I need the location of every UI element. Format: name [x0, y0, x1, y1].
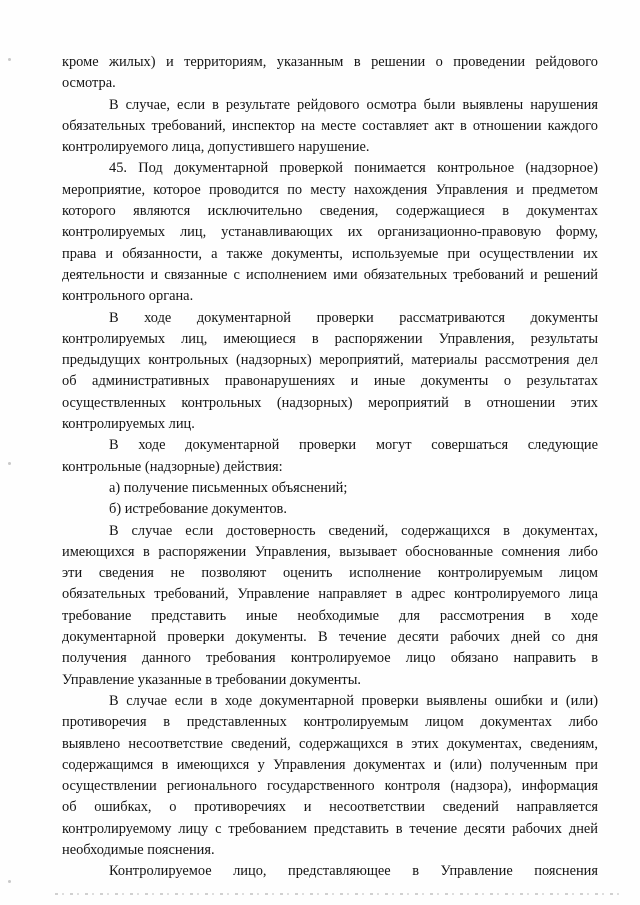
- text-line: осмотра.: [62, 75, 116, 92]
- text-line: об ошибках, о противоречиях и несоответствии сведений направляется: [62, 799, 598, 816]
- text-line: осуществлении регионального государственного контроля (надзора), информация: [62, 778, 598, 795]
- text-line: противоречия в представленных контролируемым лицом документах либо: [62, 714, 598, 731]
- text-line: контролируемых лиц.: [62, 416, 195, 433]
- text-line: контрольного органа.: [62, 288, 194, 305]
- scan-speck: [8, 462, 11, 465]
- paragraph-first-line: б) истребование документов.: [109, 501, 287, 518]
- paragraph-first-line: В ходе документарной проверки рассматриваются документы: [109, 309, 598, 326]
- text-line: Управление указанные в требовании документы.: [62, 671, 361, 688]
- text-line: контролируемому лицу с требованием представить в течение десяти рабочих дней: [62, 820, 598, 837]
- paragraph-first-line: Контролируемое лицо, представляющее в Управление пояснения: [109, 863, 598, 880]
- text-line: которого являются исключительно сведения, содержащиеся в документах: [62, 203, 598, 220]
- scan-speck: [8, 58, 11, 61]
- paragraph-first-line: В ходе документарной проверки могут совершаться следующие: [109, 437, 598, 454]
- paragraph-first-line: В случае если в ходе документарной проверки выявлены ошибки и (или): [109, 692, 598, 709]
- text-line: права и обязанности, а также документы, используемые при осуществлении их: [62, 245, 598, 262]
- text-line: необходимые пояснения.: [62, 841, 215, 858]
- text-line: контролируемого лица, допустившего нарушение.: [62, 139, 370, 156]
- text-line: кроме жилых) и территориям, указанным в решении о проведении рейдового: [62, 54, 598, 70]
- text-line: получения данного требования контролируемое лицо обязано направить в: [62, 650, 598, 667]
- paragraph-first-line: В случае если достоверность сведений, содержащихся в документах,: [109, 522, 598, 539]
- scan-speck: [8, 880, 11, 883]
- paragraph-first-line: 45. Под документарной проверкой понимается контрольное (надзорное): [109, 160, 598, 177]
- text-line: имеющихся в распоряжении Управления, вызывает обоснованные сомнения либо: [62, 543, 598, 560]
- text-line: об административных правонарушениях и иные документы о результатах: [62, 373, 598, 390]
- text-line: содержащимся в имеющихся у Управления документах и (или) полученным при: [62, 756, 598, 773]
- text-line: деятельности и связанные с исполнением ими обязательных требований и решений: [62, 266, 598, 283]
- text-line: требование представить иные необходимые для рассмотрения в ходе: [62, 607, 598, 624]
- text-line: мероприятие, которое проводится по месту нахождения Управления и предметом: [62, 181, 598, 198]
- scan-edge-noise: [55, 893, 620, 895]
- text-line: обязательных требований, инспектор на месте составляет акт в отношении каждого: [62, 117, 598, 134]
- text-line: обязательных требований, Управление направляет в адрес контролируемого лица: [62, 586, 598, 603]
- text-line: эти сведения не позволяют оценить исполнение контролируемым лицом: [62, 565, 598, 582]
- document-body: [62, 52, 598, 883]
- paragraph-first-line: В случае, если в результате рейдового осмотра были выявлены нарушения: [109, 96, 598, 113]
- text-line: контролируемых лиц, устанавливающих их организационно-правовую форму,: [62, 224, 598, 241]
- text-line: контролируемых лиц, имеющиеся в распоряжении Управления, результаты: [62, 330, 598, 347]
- text-line: осуществленных контрольных (надзорных) мероприятий в отношении этих: [62, 394, 598, 411]
- text-line: выявлено несоответствие сведений, содержащихся в этих документах, сведениям,: [62, 735, 598, 752]
- paragraph-first-line: а) получение письменных объяснений;: [109, 479, 348, 496]
- text-line: документарной проверки документы. В течение десяти рабочих дней со дня: [62, 629, 598, 646]
- text-line: предыдущих контрольных (надзорных) мероприятий, материалы рассмотрения дел: [62, 352, 598, 369]
- text-line: контрольные (надзорные) действия:: [62, 458, 283, 475]
